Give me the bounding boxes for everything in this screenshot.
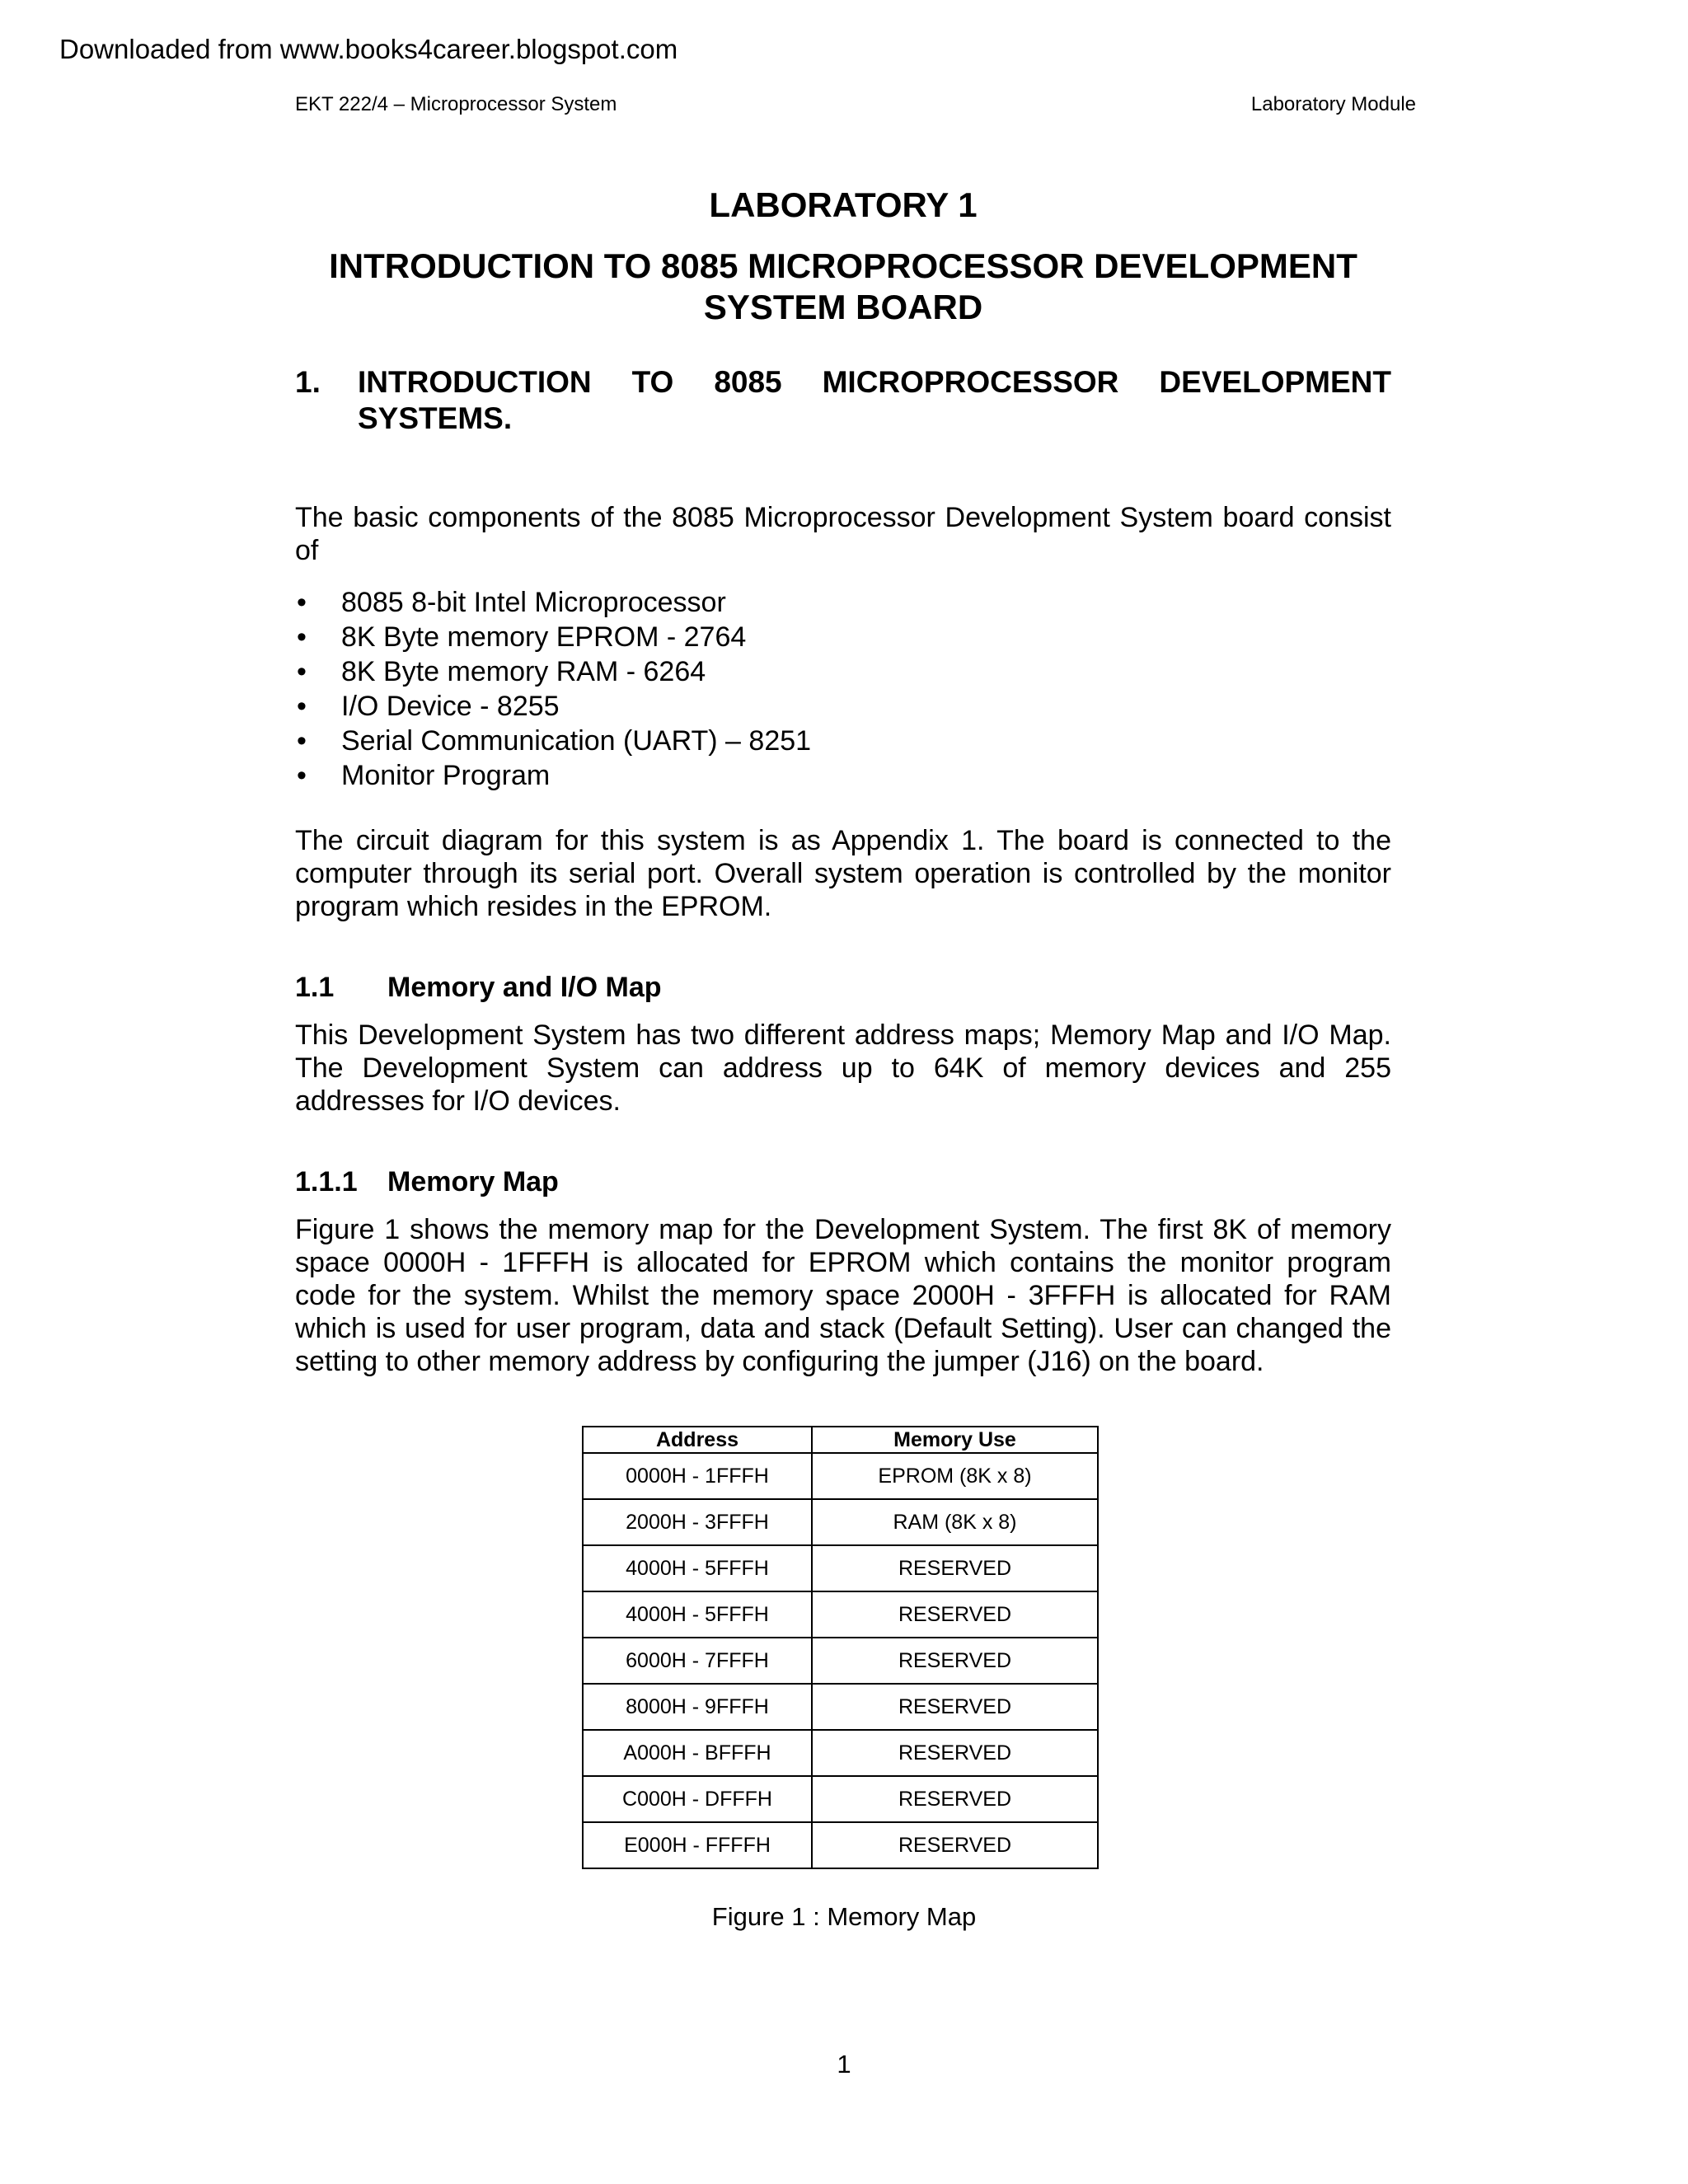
list-item: • Monitor Program <box>297 760 551 791</box>
section-number: 1.1.1 <box>295 1166 358 1197</box>
address-cell: 6000H - 7FFFH <box>583 1638 812 1684</box>
memory-map-paragraph: Figure 1 shows the memory map for the Development System. The first 8K of memory space 0000H - 1FFFH is allocated for EPROM which contains the monitor program code for the system. Whilst the memory space 2000H - 3FFFH is allocated for RAM which is used for user program, data and stack (Default Setting). User can changed the setting to other memory address by configuring the jumper (J16) on the board. <box>295 1214 1391 1377</box>
memory-use-cell: RESERVED <box>812 1822 1098 1868</box>
list-item: • 8085 8-bit Intel Microprocessor <box>297 587 726 618</box>
list-item: • 8K Byte memory RAM - 6264 <box>297 656 706 687</box>
column-header-memory-use: Memory Use <box>812 1427 1098 1453</box>
lab-title: LABORATORY 1 <box>709 185 978 224</box>
table-header-row <box>583 1427 1098 1453</box>
memory-use-cell: RESERVED <box>812 1730 1098 1776</box>
page-number: 1 <box>837 2050 851 2079</box>
memory-use-cell: RAM (8K x 8) <box>812 1499 1098 1545</box>
circuit-paragraph: The circuit diagram for this system is as Appendix 1. The board is connected to the computer through its serial port. Overall system operation is controlled by the monitor program which resides in the EPROM. <box>295 825 1391 922</box>
memory-use-cell: RESERVED <box>812 1591 1098 1638</box>
memory-use-cell: RESERVED <box>812 1545 1098 1591</box>
memory-use-cell: RESERVED <box>812 1684 1098 1730</box>
address-maps-paragraph: This Development System has two different address maps; Memory Map and I/O Map. The Development System can address up to 64K of memory devices and 255 addresses for I/O devices. <box>295 1019 1391 1117</box>
table-row <box>583 1684 1098 1730</box>
section-title: Memory Map <box>387 1166 559 1197</box>
table-row <box>583 1822 1098 1868</box>
figure-caption: Figure 1 : Memory Map <box>711 1902 977 1931</box>
memory-use-cell: RESERVED <box>812 1776 1098 1822</box>
bullet-icon: • <box>297 760 307 791</box>
list-item: • Serial Communication (UART) – 8251 <box>297 725 812 757</box>
memory-use-cell: EPROM (8K x 8) <box>812 1453 1098 1499</box>
table-row <box>583 1591 1098 1638</box>
table-row <box>583 1499 1098 1545</box>
module-label: Laboratory Module <box>1250 93 1416 115</box>
intro-paragraph: The basic components of the 8085 Microprocessor Development System board consist of <box>295 502 1391 566</box>
bullet-icon: • <box>297 587 307 618</box>
component-list <box>295 585 1391 793</box>
lab-subtitle-line2: SYSTEM BOARD <box>703 288 983 326</box>
address-cell: 8000H - 9FFFH <box>583 1684 812 1730</box>
table-row <box>583 1730 1098 1776</box>
section-number: 1.1 <box>295 972 335 1003</box>
memory-use-cell: RESERVED <box>812 1638 1098 1684</box>
table-row <box>583 1638 1098 1684</box>
address-cell: E000H - FFFFH <box>583 1822 812 1868</box>
address-cell: C000H - DFFFH <box>583 1776 812 1822</box>
address-cell: 0000H - 1FFFH <box>583 1453 812 1499</box>
bullet-icon: • <box>297 691 307 722</box>
list-item: • I/O Device - 8255 <box>297 691 560 722</box>
address-cell: 4000H - 5FFFH <box>583 1591 812 1638</box>
section-title: INTRODUCTION TO 8085 MICROPROCESSOR DEVELOPMENT SYSTEMS. <box>358 365 1391 435</box>
section-title: Memory and I/O Map <box>387 972 662 1003</box>
column-header-address: Address <box>583 1427 812 1453</box>
memory-map-table <box>582 1426 1099 1869</box>
table-row <box>583 1776 1098 1822</box>
address-cell: 4000H - 5FFFH <box>583 1545 812 1591</box>
bullet-icon: • <box>297 621 307 653</box>
table-row <box>583 1545 1098 1591</box>
address-cell: A000H - BFFFH <box>583 1730 812 1776</box>
course-title: EKT 222/4 – Microprocessor System <box>295 93 617 115</box>
bullet-icon: • <box>297 725 307 757</box>
section-number: 1. <box>295 365 321 399</box>
download-watermark: Downloaded from www.books4career.blogspot.com <box>59 34 678 64</box>
table-row <box>583 1453 1098 1499</box>
lab-subtitle-line1: INTRODUCTION TO 8085 MICROPROCESSOR DEVELOPMENT <box>329 246 1357 285</box>
address-cell: 2000H - 3FFFH <box>583 1499 812 1545</box>
bullet-icon: • <box>297 656 307 687</box>
list-item: • 8K Byte memory EPROM - 2764 <box>297 621 747 653</box>
